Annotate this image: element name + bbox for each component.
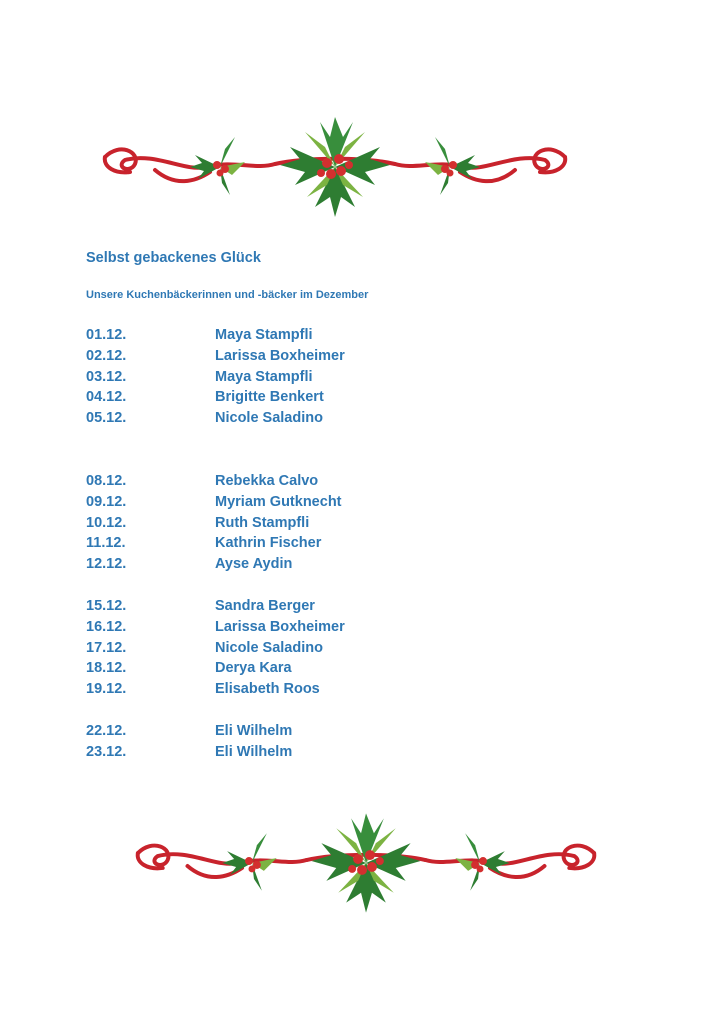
schedule-row <box>86 721 486 742</box>
baker-name: Maya Stampfli <box>215 368 313 385</box>
date: 19.12. <box>86 681 127 698</box>
baker-name: Nicole Saladino <box>215 639 323 656</box>
baker-name: Maya Stampfli <box>215 327 313 343</box>
schedule-row <box>86 346 486 367</box>
schedule-row <box>86 367 486 388</box>
date: 02.12. <box>86 347 127 364</box>
schedule-row <box>86 617 486 638</box>
date: 12.12. <box>86 556 127 573</box>
date: 22.12. <box>86 722 127 739</box>
baker-name: Ruth Stampfli <box>215 514 310 531</box>
schedule-row <box>86 471 486 492</box>
schedule-row <box>86 513 486 534</box>
baking-schedule <box>86 325 486 784</box>
page-subtitle: Unsere Kuchenbäckerinnen und -bäcker im Dezember <box>86 289 369 301</box>
schedule-row <box>86 742 486 763</box>
date: 08.12. <box>86 472 127 489</box>
week-group <box>86 596 486 700</box>
schedule-row <box>86 408 486 429</box>
date: 16.12. <box>86 618 127 635</box>
baker-name: Derya Kara <box>215 660 292 677</box>
holly-garland-icon <box>128 808 604 918</box>
date: 11.12. <box>86 535 126 552</box>
date: 10.12. <box>86 514 127 531</box>
baker-name: Eli Wilhelm <box>215 743 293 760</box>
baker-name: Larissa Boxheimer <box>215 347 345 364</box>
schedule-row <box>86 387 486 408</box>
week-group <box>86 471 486 575</box>
page-title: Selbst gebackenes Glück <box>86 250 261 266</box>
date: 01.12. <box>86 327 127 343</box>
date: 09.12. <box>86 493 127 510</box>
schedule-row <box>86 554 486 575</box>
date: 17.12. <box>86 639 127 656</box>
week-group <box>86 325 486 429</box>
holly-garland-icon <box>95 112 575 222</box>
baker-name: Nicole Saladino <box>215 410 323 427</box>
schedule-row <box>86 638 486 659</box>
baker-name: Brigitte Benkert <box>215 389 324 406</box>
date: 15.12. <box>86 597 127 614</box>
baker-name: Myriam Gutknecht <box>215 493 342 510</box>
schedule-row <box>86 679 486 700</box>
date: 23.12. <box>86 743 127 760</box>
date: 05.12. <box>86 410 127 427</box>
baker-name: Elisabeth Roos <box>215 681 320 698</box>
baker-name: Rebekka Calvo <box>215 472 319 489</box>
schedule-row <box>86 492 486 513</box>
schedule-row <box>86 596 486 617</box>
baker-name: Larissa Boxheimer <box>215 618 345 635</box>
baker-name: Kathrin Fischer <box>215 535 322 552</box>
schedule-row <box>86 533 486 554</box>
baker-name: Sandra Berger <box>215 597 315 614</box>
date: 04.12. <box>86 389 127 406</box>
schedule-row <box>86 658 486 679</box>
baker-name: Eli Wilhelm <box>215 722 293 739</box>
week-group <box>86 721 486 763</box>
schedule-row <box>86 325 486 346</box>
date: 03.12. <box>86 368 127 385</box>
date: 18.12. <box>86 660 127 677</box>
baker-name: Ayse Aydin <box>215 556 293 573</box>
